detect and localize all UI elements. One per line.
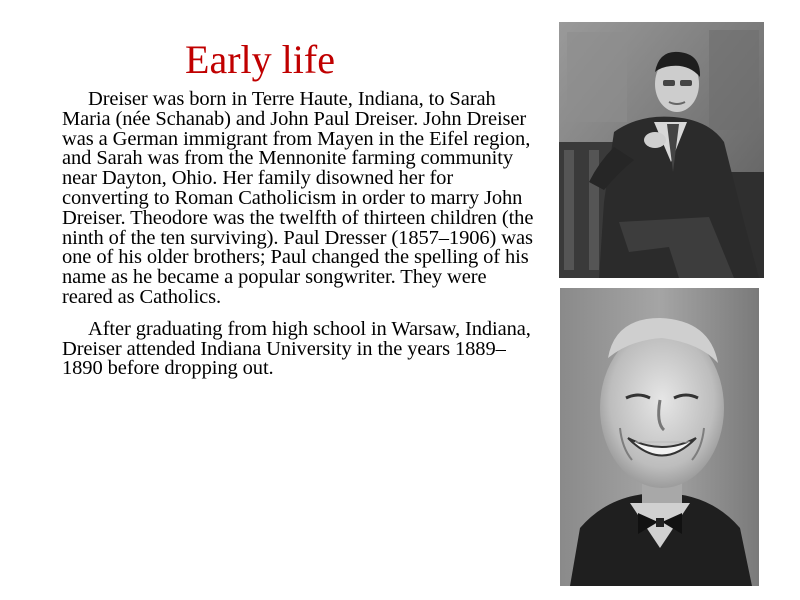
seated-portrait-photo (559, 22, 764, 278)
paragraph-education: After graduating from high school in Warsaw, Indiana, Dreiser attended Indiana University in the years 1889–1890 before dropping out. (62, 317, 531, 380)
paragraph-birth-family: Dreiser was born in Terre Haute, Indiana, to Sarah Maria (née Schanab) and John Paul Dreiser. John Dreiser was a German immigrant from Mayen in the Eifel region, and Sarah was from the Mennonite farming community near Dayton, Ohio. Her family disowned her for converting to Roman Catholicism in order to marry John Dreiser. Theodore was the twelfth of thirteen children (the ninth of the ten surviving). Paul Dresser (1857–1906) was one of his older brothers; Paul changed the spelling of his name as he became a popular songwriter. They were reared as Catholics. (62, 88, 534, 308)
body-text (62, 90, 540, 379)
slide-title: Early life (185, 37, 335, 82)
smiling-portrait-drawing (560, 288, 759, 586)
